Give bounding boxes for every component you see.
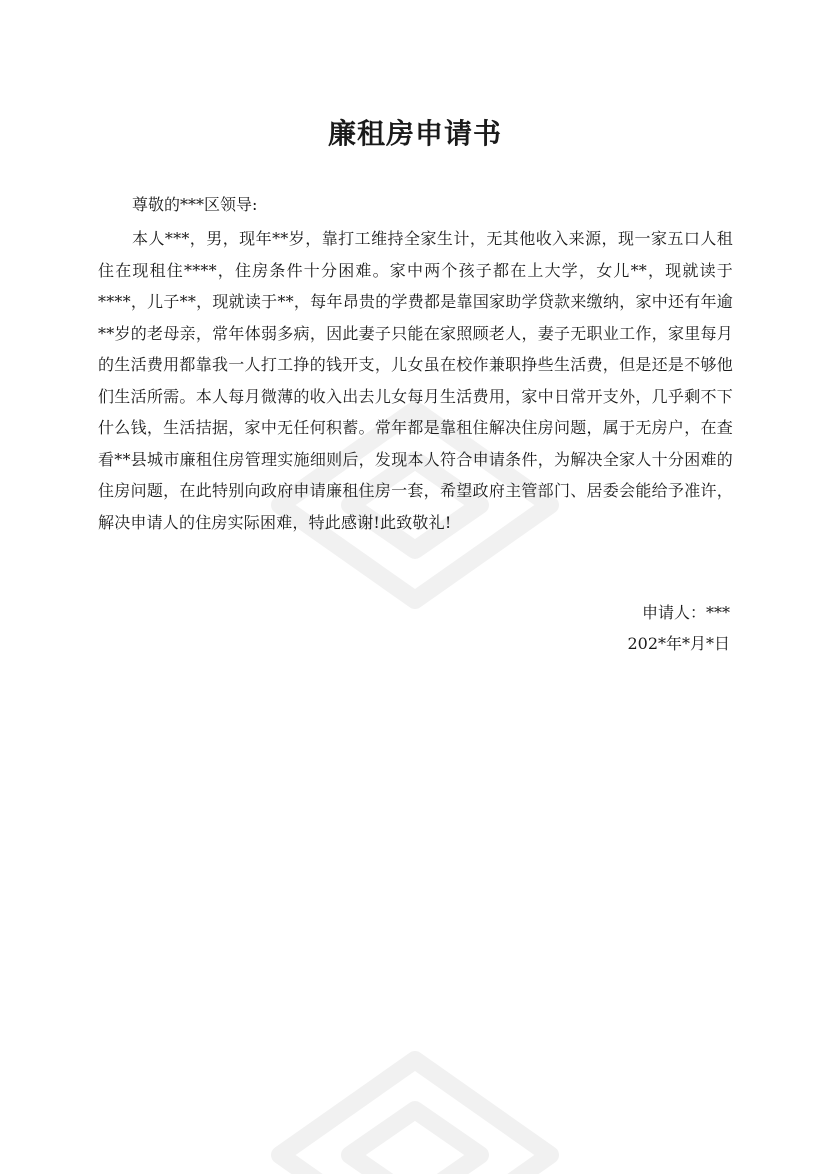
page-title: 廉租房申请书 (327, 117, 502, 150)
salutation: 尊敬的***区领导: (132, 195, 258, 214)
body-paragraph: 本人***，男，现年**岁，靠打工维持全家生计，无其他收入来源，现一家五口人租住在现租住****，住房条件十分困难。家中两个孩子都在上大学，女儿**，现就读于****，儿子**，现就读于**，每年昂贵的学费都是靠国家助学贷款来缴纳，家中还有年逾**岁的老母亲，常年体弱多病，因此妻子只能在家照顾老人，妻子无职业工作，家里每月的生活费用都靠我一人打工挣的钱开支，儿女虽在校作兼职挣些生活费，但是还是不够他们生活所需。本人每月微薄的收入出去儿女每月生活费用，家中日常开支外，几乎剩不下什么钱，生活拮据，家中无任何积蓄。常年都是靠租住解决住房问题，属于无房户，在查看**县城市廉租住房管理实施细则后，发现本人符合申请条件，为解决全家人十分困难的住房问题，在此特别向政府申请廉租住房一套，希望政府主管部门、居委会能给予准许，解决申请人的住房实际困难，特此感谢!此致敬礼! (98, 229, 733, 532)
watermark-logo-icon (250, 1040, 580, 1174)
applicant-line: 申请人：*** (641, 603, 730, 622)
date-line: 202*年*月*日 (627, 634, 730, 653)
signature-block (627, 597, 730, 659)
